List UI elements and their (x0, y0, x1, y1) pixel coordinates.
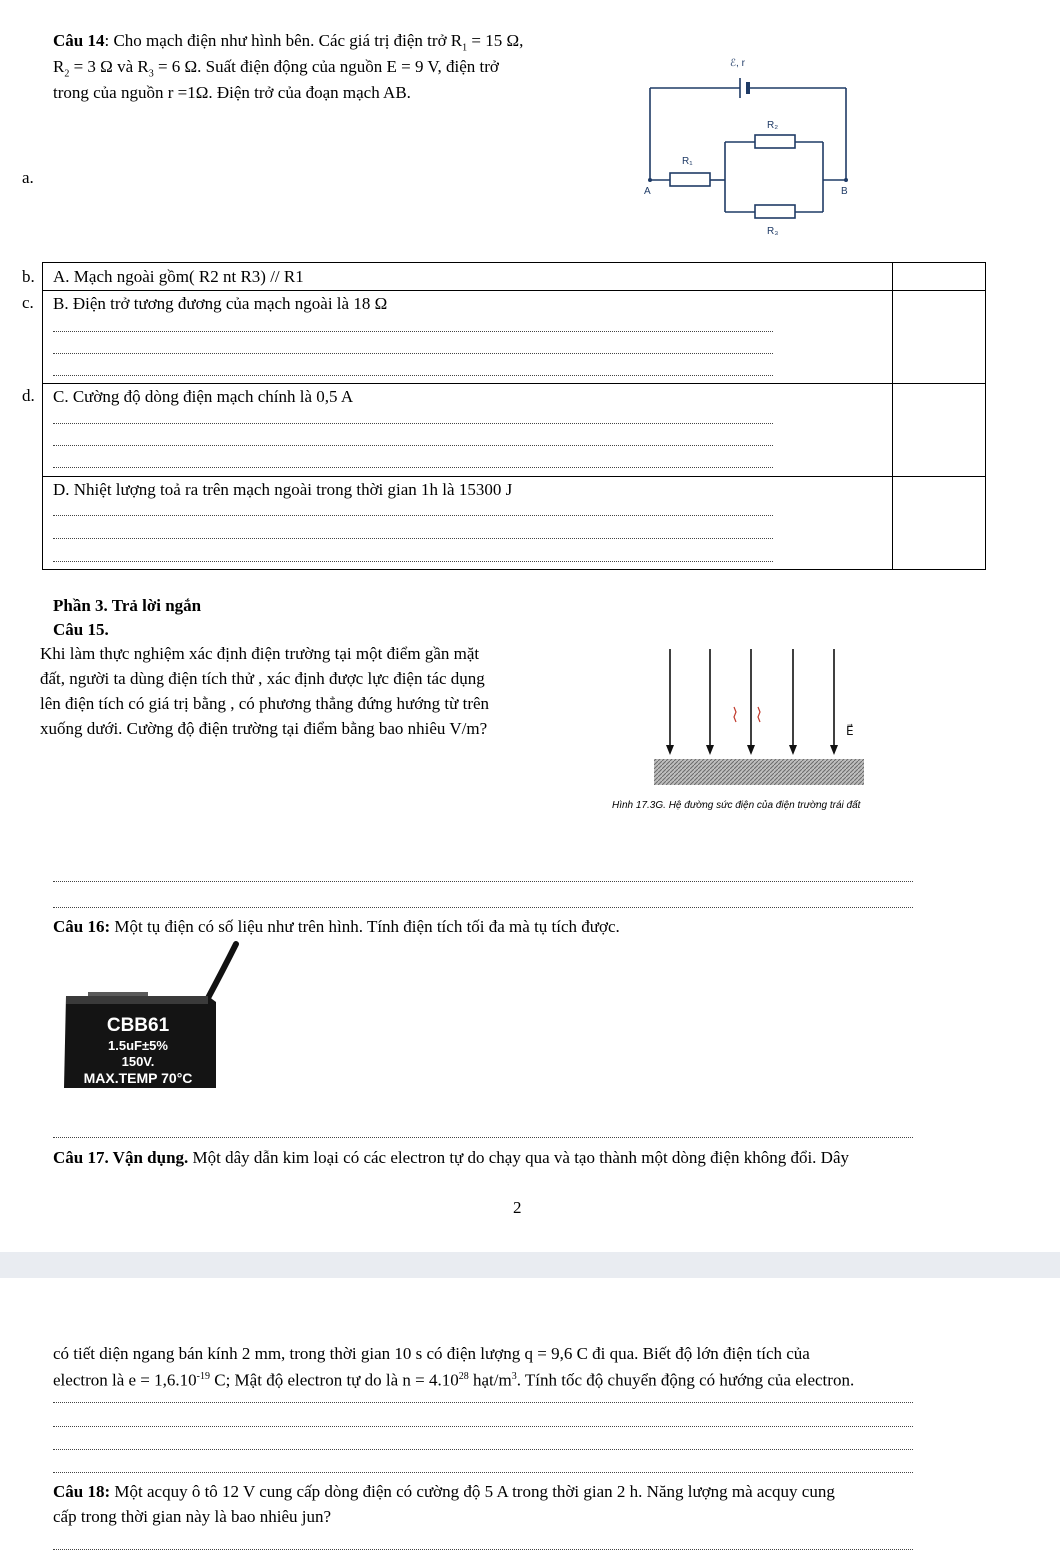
electric-field-figure (650, 645, 870, 790)
q18-line: Câu 18: Một acquy ô tô 12 V cung cấp dòng điện có cường độ 5 A trong thời gian 2 h. Năng lượng mà acquy cung (53, 1482, 835, 1501)
answer-line (53, 353, 773, 354)
figure-caption: Hình 17.3G. Hệ đường sức điện của điện trường trái đất (612, 800, 861, 811)
q16-line: Câu 16: Một tụ điện có số liệu như trên hình. Tính điện tích tối đa mà tụ tích được. (53, 917, 620, 936)
circuit-diagram (640, 52, 860, 242)
page-separator (0, 1252, 1060, 1278)
q15-line-4: xuống dưới. Cường độ điện trường tại điểm bằng bao nhiêu V/m? (40, 719, 488, 738)
answer-line (53, 423, 773, 424)
answer-line (53, 1402, 913, 1403)
field-arrowhead (830, 745, 838, 755)
capacitor-lead-wire (208, 944, 236, 998)
answer-line (53, 445, 773, 446)
capacitor-max-temp: MAX.TEMP 70°C (83, 1070, 193, 1086)
answer-line (53, 561, 773, 562)
r2-label: R₂ (767, 120, 779, 131)
q15-label: Câu 15. (53, 620, 109, 639)
q16-label: Câu 16: (53, 917, 111, 936)
page-number: 2 (513, 1198, 522, 1217)
answer-line (53, 907, 913, 908)
answer-line (53, 515, 773, 516)
answer-line (53, 375, 773, 376)
resistor-r3 (755, 205, 795, 218)
q14-label: Câu 14 (53, 31, 105, 50)
q14-line-1: Câu 14: Cho mạch điện như hình bên. Các giá trị điện trở $R_1 = 15$ Ω, (53, 31, 524, 54)
answer-line (53, 1426, 913, 1427)
answer-line (53, 1549, 913, 1550)
row-letter-d: d. (22, 386, 35, 405)
q17-cont-1: có tiết diện ngang bán kính 2 mm, trong thời gian 10 s có điện lượng q = 9,6 C đi qua. Biết độ lớn điện tích của (53, 1344, 810, 1363)
field-arrowhead (789, 745, 797, 755)
q14-line-2: $R_2 = 3$ Ω và $R_3 = 6$ Ω. Suất điện động của nguồn E = 9 V, điện trở (53, 57, 499, 80)
node-b-label: B (841, 186, 848, 197)
q15-line-2: đất, người ta dùng điện tích thử , xác định được lực điện tác dụng (40, 669, 485, 688)
q17-cont-2: electron là $e = 1,6.10^{-19}$ C; Mật độ electron tự do là $n = 4.10^{28}$ hạt/$m^3$. Tính tốc độ chuyển động có hướng của electron. (53, 1370, 855, 1390)
answer-line (53, 467, 773, 468)
row-letter-b: b. (22, 267, 35, 286)
q18-label: Câu 18: (53, 1482, 111, 1501)
q15-line-1: Khi làm thực nghiệm xác định điện trường tại một điểm gần mặt (40, 644, 480, 663)
field-arrowhead (706, 745, 714, 755)
node-b-dot (844, 178, 848, 182)
table-column-divider (892, 263, 893, 569)
answer-line (53, 1472, 913, 1473)
q17-line: Câu 17. Vận dụng. Một dây dẫn kim loại có các electron tự do chạy qua và tạo thành một dòng điện không đổi. Dây (53, 1148, 849, 1167)
q18-cont: cấp trong thời gian này là bao nhiêu jun? (53, 1507, 332, 1526)
capacitor-model: CBB61 (106, 1015, 170, 1036)
q15-line-3: lên điện tích có giá trị bằng , có phương thẳng đứng hướng từ trên (40, 694, 490, 713)
r3-label: R₃ (767, 226, 779, 237)
statement-b: B. Điện trở tương đương của mạch ngoài là 18 Ω (53, 294, 388, 313)
field-arrowhead (666, 745, 674, 755)
node-a-label: A (644, 186, 651, 197)
r1-label: R₁ (682, 156, 693, 167)
field-label: E⃗ (846, 724, 854, 738)
q17-label: Câu 17. Vận dụng. (53, 1148, 189, 1167)
statement-d: D. Nhiệt lượng toả ra trên mạch ngoài trong thời gian 1h là 15300 J (53, 480, 513, 499)
answer-line (53, 1449, 913, 1450)
capacitor-image (58, 940, 248, 1095)
resistor-r1 (670, 173, 710, 186)
ground-surface (654, 759, 864, 785)
row-letter-c: c. (22, 293, 34, 312)
capacitor-capacitance: 1.5uF±5% (108, 1038, 168, 1053)
mark-icon (734, 707, 736, 722)
part3-title: Phần 3. Trả lời ngắn (53, 596, 202, 615)
mark-icon (758, 707, 760, 722)
q14-line-3: trong của nguồn r =1Ω. Điện trở của đoạn mạch AB. (53, 83, 411, 102)
statement-c: C. Cường độ dòng điện mạch chính là 0,5 A (53, 387, 354, 406)
statements-table (42, 262, 986, 570)
answer-line (53, 881, 913, 882)
answer-line (53, 331, 773, 332)
node-a-dot (648, 178, 652, 182)
statement-a: A. Mạch ngoài gồm( R2 nt R3) // R1 (53, 267, 304, 286)
answer-line (53, 1137, 913, 1138)
answer-line (53, 538, 773, 539)
resistor-r2 (755, 135, 795, 148)
capacitor-voltage: 150V. (121, 1054, 155, 1069)
option-a-label: a. (22, 168, 34, 187)
source-label: ℰ, r (730, 58, 745, 69)
field-arrowhead (747, 745, 755, 755)
